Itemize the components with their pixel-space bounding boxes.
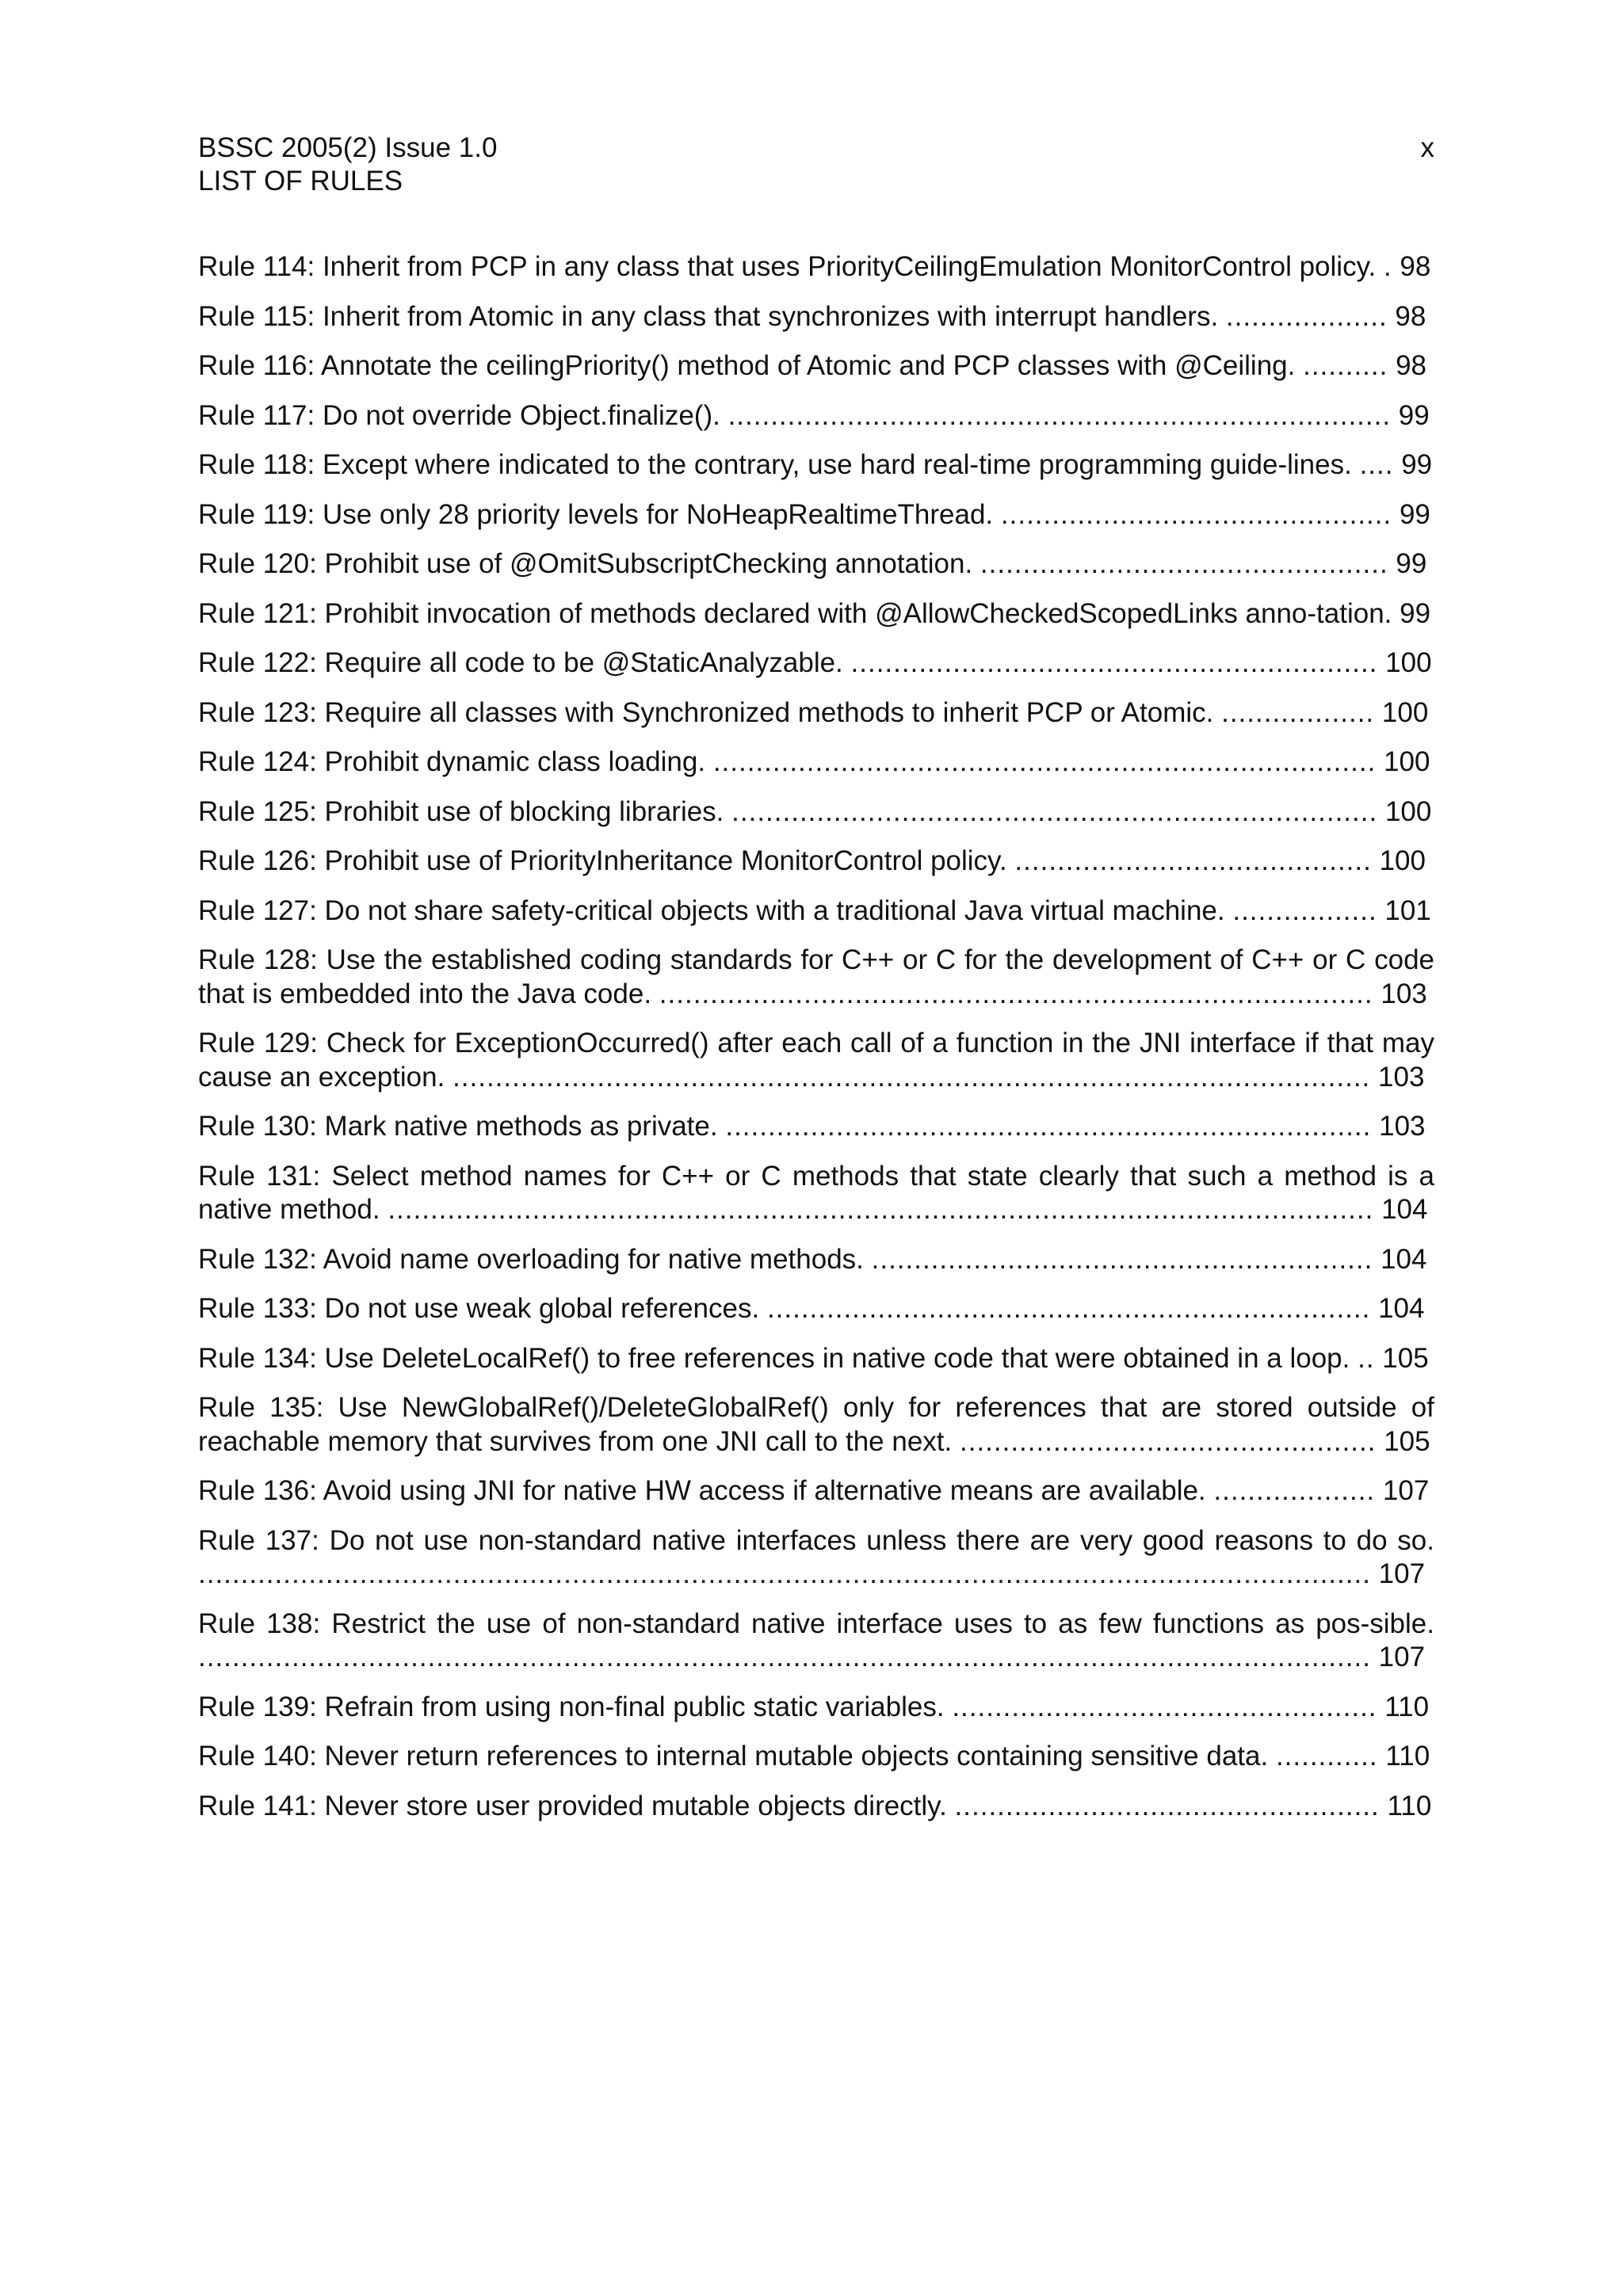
leader-dots: .................................................: [959, 1425, 1377, 1457]
rule-text: Rule 131: Select method names for C++ or C methods that state clearly that such a method is a native method.: [198, 1160, 1434, 1225]
rule-page-number: 100: [1384, 746, 1430, 777]
leader-dots: ...................: [1213, 1475, 1376, 1506]
leader-dots: ...................: [1225, 300, 1388, 332]
rule-page-number: 98: [1400, 251, 1431, 282]
rule-page-number: 103: [1378, 1061, 1425, 1093]
page-number: x: [1420, 132, 1434, 163]
rule-page-number: 99: [1398, 399, 1430, 431]
leader-dots: ............................................................................: [731, 795, 1378, 827]
leader-dots: ............................................................................: [725, 1111, 1372, 1142]
rule-text: Rule 139: Refrain from using non-final public static variables.: [198, 1691, 945, 1722]
rule-page-number: 100: [1385, 647, 1432, 678]
rule-text: Rule 134: Use DeleteLocalRef() to free references in native code that were obtained in a loop.: [198, 1342, 1350, 1374]
rule-text: Rule 141: Never store user provided mutable objects directly.: [198, 1790, 947, 1821]
rule-page-number: 110: [1384, 1691, 1430, 1722]
rule-text: Rule 137: Do not use non-standard native interfaces unless there are very good reasons to do so.: [198, 1524, 1434, 1556]
rule-entry[interactable]: [198, 1740, 1434, 1774]
rule-entry[interactable]: [198, 646, 1434, 681]
leader-dots: .: [1383, 251, 1392, 282]
leader-dots: ..............................................................: [850, 647, 1378, 678]
rule-entry[interactable]: [198, 1110, 1434, 1144]
rule-text: Rule 133: Do not use weak global references.: [198, 1293, 760, 1324]
leader-dots: ..........: [1303, 350, 1388, 381]
rule-text: Rule 132: Avoid name overloading for native methods.: [198, 1243, 864, 1275]
rule-page-number: 104: [1381, 1194, 1428, 1225]
leader-dots: .................: [1232, 894, 1377, 926]
rule-entry[interactable]: [198, 250, 1434, 284]
rule-text: Rule 130: Mark native methods as private.: [198, 1111, 718, 1142]
rule-text: Rule 123: Require all classes with Synchronized methods to inherit PCP or Atomic.: [198, 696, 1214, 728]
rule-entry[interactable]: [198, 1391, 1434, 1459]
leader-dots: ..............................................................................: [727, 399, 1392, 431]
rule-entry[interactable]: [198, 498, 1434, 532]
rules-list: [198, 250, 1434, 1839]
page-header: [198, 132, 1434, 198]
leader-dots: ..: [1358, 1342, 1375, 1374]
rule-page-number: 105: [1384, 1425, 1430, 1457]
rule-entry[interactable]: [198, 448, 1434, 482]
document-id: BSSC 2005(2) Issue 1.0: [198, 132, 498, 163]
rule-entry[interactable]: [198, 547, 1434, 582]
rule-text: Rule 140: Never return references to internal mutable objects containing sensitive data.: [198, 1741, 1269, 1772]
rule-text: Rule 120: Prohibit use of @OmitSubscriptChecking annotation.: [198, 548, 973, 579]
rule-text: Rule 119: Use only 28 priority levels for NoHeapRealtimeThread.: [198, 498, 994, 530]
rule-entry[interactable]: [198, 300, 1434, 334]
rule-text: Rule 115: Inherit from Atomic in any class that synchronizes with interrupt handlers.: [198, 300, 1219, 332]
leader-dots: ..........................................: [1014, 845, 1372, 876]
leader-dots: ..................................................: [954, 1790, 1380, 1821]
rule-entry[interactable]: [198, 845, 1434, 879]
leader-dots: ....................................................................................: [659, 978, 1373, 1009]
leader-dots: ....: [1359, 449, 1394, 480]
rule-entry[interactable]: [198, 944, 1434, 1011]
rule-text: Rule 125: Prohibit use of blocking libraries.: [198, 795, 724, 827]
leader-dots: ............................................................................................................: [453, 1061, 1371, 1093]
leader-dots: ..........................................................................................................................................: [198, 1642, 1371, 1672]
leader-dots: ..............................................................................: [712, 746, 1377, 777]
rule-page-number: 103: [1379, 1111, 1426, 1142]
rule-entry[interactable]: [198, 1160, 1434, 1227]
rule-entry[interactable]: [198, 1474, 1434, 1508]
rule-page-number: 99: [1396, 548, 1427, 579]
rule-text: Rule 117: Do not override Object.finalize().: [198, 399, 720, 431]
rule-page-number: 107: [1382, 1475, 1430, 1506]
rule-page-number: 99: [1400, 597, 1431, 629]
rule-page-number: 99: [1401, 449, 1433, 480]
rule-text: Rule 136: Avoid using JNI for native HW access if alternative means are available.: [198, 1475, 1206, 1506]
rule-page-number: 98: [1395, 300, 1426, 332]
leader-dots: ..................................................: [952, 1691, 1377, 1722]
rule-entry[interactable]: [198, 399, 1434, 433]
section-title: LIST OF RULES: [198, 166, 403, 196]
rule-entry[interactable]: [198, 1524, 1434, 1592]
rule-text: Rule 116: Annotate the ceilingPriority() method of Atomic and PCP classes with @Ceiling.: [198, 350, 1296, 381]
rule-text: Rule 128: Use the established coding standards for C++ or C for the development of C++ or C code that is embedded into the Java code.: [198, 944, 1434, 1009]
rule-entry[interactable]: [198, 1342, 1434, 1376]
leader-dots: ............: [1275, 1741, 1378, 1772]
rule-page-number: 101: [1384, 894, 1431, 926]
rule-page-number: 98: [1396, 350, 1427, 381]
rule-page-number: 105: [1382, 1342, 1429, 1374]
rule-entry[interactable]: [198, 1292, 1434, 1326]
rule-entry[interactable]: [198, 1243, 1434, 1277]
rule-entry[interactable]: [198, 696, 1434, 730]
rule-entry[interactable]: [198, 597, 1434, 631]
leader-dots: .......................................................................: [766, 1293, 1371, 1324]
rule-page-number: 100: [1379, 845, 1426, 876]
leader-dots: ....................................................................................................................: [388, 1194, 1374, 1225]
rule-text: Rule 124: Prohibit dynamic class loading.: [198, 746, 706, 777]
leader-dots: ..................: [1221, 696, 1375, 728]
rule-text: Rule 126: Prohibit use of PriorityInheritance MonitorControl policy.: [198, 845, 1007, 876]
rule-text: Rule 138: Restrict the use of non-standard native interface uses to as few functions as pos-sible.: [198, 1608, 1434, 1639]
rule-page-number: 99: [1399, 498, 1430, 530]
rule-entry[interactable]: [198, 795, 1434, 830]
rule-entry[interactable]: [198, 1608, 1434, 1675]
rule-text: Rule 118: Except where indicated to the contrary, use hard real-time programming guide-lines.: [198, 449, 1352, 480]
rule-entry[interactable]: [198, 1027, 1434, 1094]
rule-page-number: 110: [1385, 1741, 1430, 1772]
rule-page-number: 104: [1381, 1243, 1427, 1275]
rule-text: Rule 129: Check for ExceptionOccurred() after each call of a function in the JNI interface if that may cause an exception.: [198, 1028, 1434, 1093]
rule-entry[interactable]: [198, 1790, 1434, 1824]
rule-text: Rule 127: Do not share safety-critical objects with a traditional Java virtual machine.: [198, 894, 1225, 926]
rule-text: Rule 114: Inherit from PCP in any class that uses PriorityCeilingEmulation MonitorControl policy.: [198, 251, 1377, 282]
rule-text: Rule 122: Require all code to be @StaticAnalyzable.: [198, 647, 843, 678]
rule-entry[interactable]: [198, 894, 1434, 929]
rule-text: Rule 121: Prohibit invocation of methods declared with @AllowCheckedScopedLinks anno-tation.: [198, 597, 1392, 629]
rule-entry[interactable]: [198, 349, 1434, 383]
rule-page-number: 100: [1381, 696, 1429, 728]
rule-page-number: 107: [1378, 1558, 1426, 1589]
leader-dots: ..............................................: [1000, 498, 1392, 530]
rule-page-number: 100: [1384, 795, 1432, 827]
rule-entry[interactable]: [198, 746, 1434, 780]
rule-page-number: 110: [1387, 1790, 1432, 1821]
leader-dots: ...........................................................: [871, 1243, 1373, 1275]
rule-text: Rule 135: Use NewGlobalRef()/DeleteGlobalRef() only for references that are stored outside of reachable memory that survives from one JNI call to the next.: [198, 1392, 1434, 1457]
rule-entry[interactable]: [198, 1691, 1434, 1725]
leader-dots: ..........................................................................................................................................: [198, 1558, 1371, 1589]
rule-page-number: 103: [1381, 978, 1427, 1009]
rule-page-number: 107: [1378, 1642, 1426, 1672]
header-row: [198, 132, 1434, 165]
rule-page-number: 104: [1378, 1293, 1425, 1324]
leader-dots: ................................................: [980, 548, 1388, 579]
